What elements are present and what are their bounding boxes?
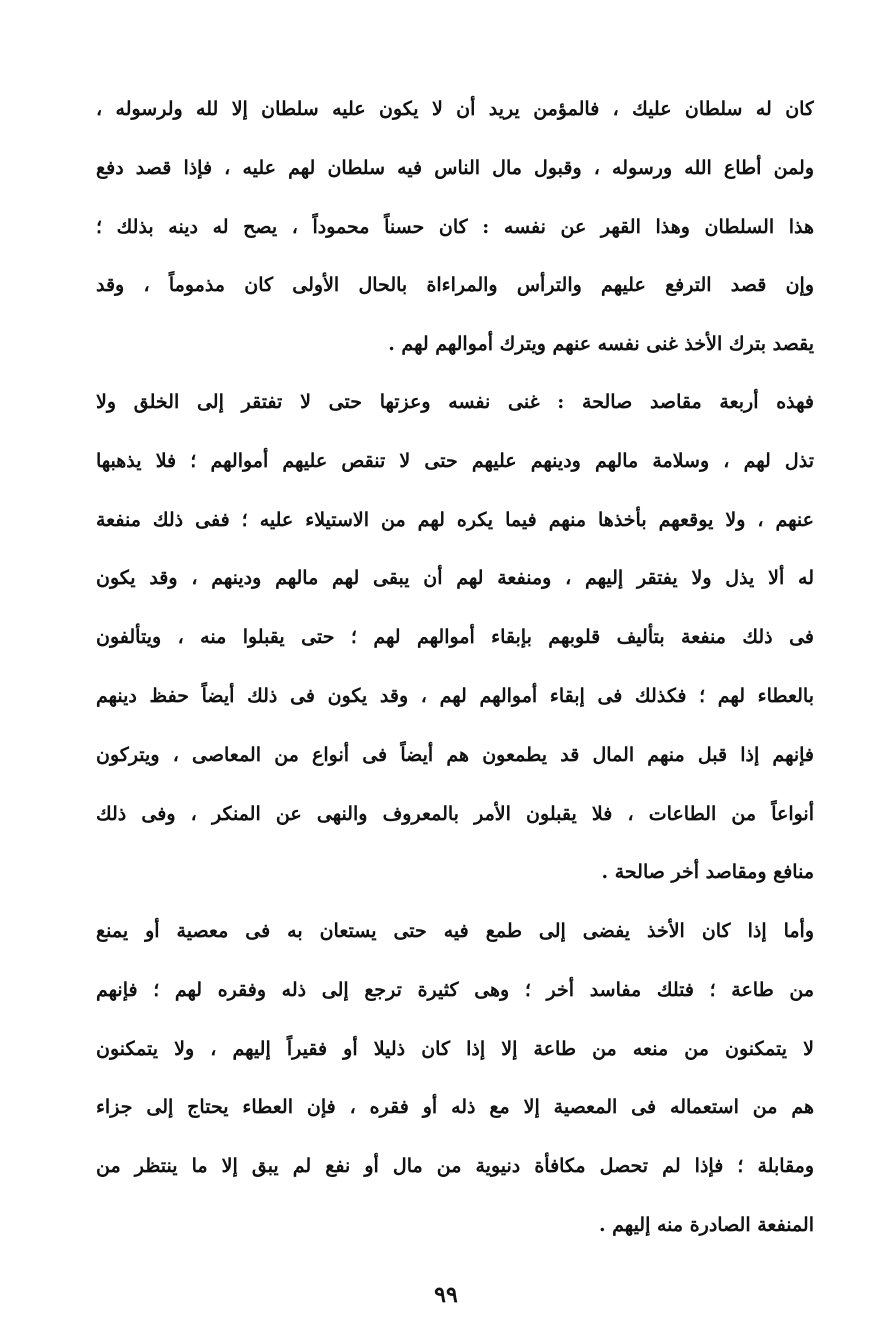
text-line: من طاعة ؛ فتلك مفاسد أخر ؛ وهى كثيرة ترجع إلى ذله وفقره لهم ؛ فإنهم [96,978,814,1001]
text-line: وأما إذا كان الأخذ يفضى إلى طمع فيه حتى يستعان به فى معصية أو يمنع [96,920,814,942]
text-line: منافع ومقاصد أخر صالحة . [601,861,814,884]
paragraph-3 [96,902,814,1255]
paragraph-2 [96,373,814,902]
text-line: هذا السلطان وهذا القهر عن نفسه : كان حسناً محموداً ، يصح له دينه بذلك ؛ [96,215,814,238]
text-line: المنفعة الصادرة منه إليهم . [598,1213,814,1236]
text-line: وإن قصد الترفع عليهم والترأس والمراءاة بالحال الأولى كان مذموماً ، وقد [96,274,814,297]
text-line: فى ذلك منفعة بتأليف قلوبهم بإبقاء أموالهم لهم ؛ حتى يقبلوا منه ، ويتألفون [96,626,814,649]
text-line: يقصد بترك الأخذ غنى نفسه عنهم ويترك أموالهم لهم . [388,333,814,356]
text-line: عنهم ، ولا يوقعهم بأخذها منهم فيما يكره لهم من الاستيلاء عليه ؛ ففى ذلك منفعة [96,508,814,531]
text-line: ومقابلة ؛ فإذا لم تحصل مكافأة دنيوية من مال أو نفع لم يبق إلا ما ينتظر من [96,1155,814,1178]
text-line: فإنهم إذا قبل منهم المال قد يطمعون هم أيضاً فى أنواع من المعاصى ، ويتركون [96,743,814,766]
text-line: كان له سلطان عليك ، فالمؤمن يريد أن لا يكون عليه سلطان إلا لله ولرسوله ، [96,98,814,120]
text-line: فهذه أربعة مقاصد صالحة : غنى نفسه وعزتها حتى لا تفتقر إلى الخلق ولا [96,391,814,413]
text-line: هم من استعماله فى المعصية إلا مع ذله أو فقره ، فإن العطاء يحتاج إلى جزاء [96,1096,814,1119]
text-line: بالعطاء لهم ؛ فكذلك فى إبقاء أموالهم لهم ، وقد يكون فى ذلك أيضاً حفظ دينهم [96,684,814,707]
text-line: تذل لهم ، وسلامة مالهم ودينهم عليهم حتى لا تنقص عليهم أموالهم ؛ فلا يذهبها [96,449,814,472]
text-line: ولمن أطاع الله ورسوله ، وقبول مال الناس فيه سلطان لهم عليه ، فإذا قصد دفع [96,156,814,179]
text-line: له ألا يذل ولا يفتقر إليهم ، ومنفعة لهم أن يبقى لهم مالهم ودينهم ، وقد يكون [96,567,814,590]
page-number: ٩٩ [434,1282,458,1308]
paragraph-1 [96,80,814,374]
text-line: لا يتمكنون من منعه من طاعة إلا إذا كان ذليلا أو فقيراً إليهم ، ولا يتمكنون [96,1037,814,1060]
text-line: أنواعاً من الطاعات ، فلا يقبلون الأمر بالمعروف والنهى عن المنكر ، وفى ذلك [96,802,814,825]
